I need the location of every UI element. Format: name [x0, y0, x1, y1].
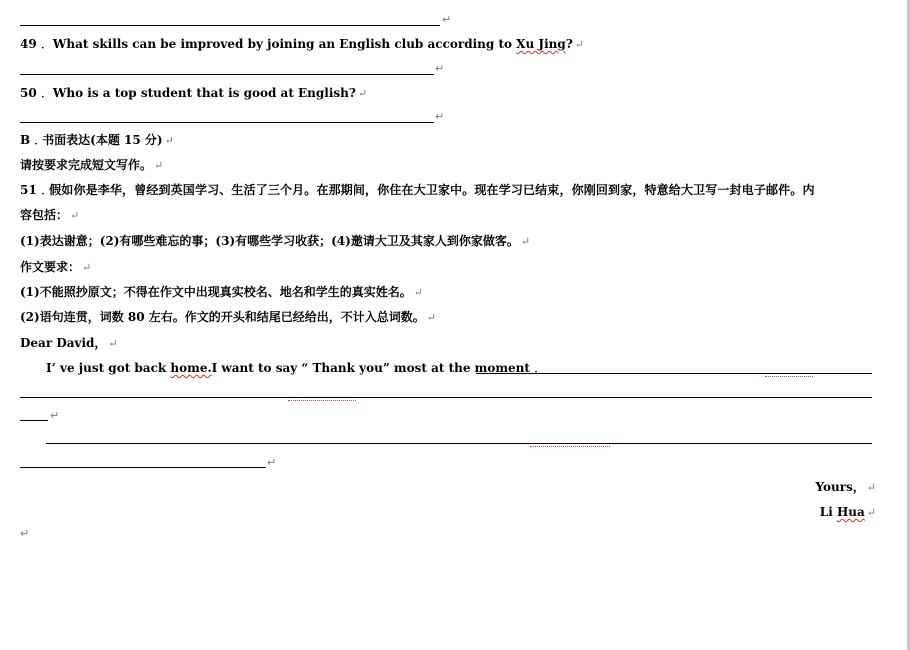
paragraph-mark: ↵ — [267, 456, 277, 469]
paragraph-mark: ↵ — [82, 261, 92, 274]
answer-line-50[interactable] — [20, 122, 434, 123]
paragraph-mark: ↵ — [442, 13, 452, 26]
question-50-text: 50﹒ Who is a top student that is good at English? — [20, 86, 356, 100]
paragraph-mark: ↵ — [154, 159, 164, 172]
paragraph-mark: ↵ — [357, 87, 368, 100]
question-49-end: ? — [565, 37, 573, 51]
question-49-text: 49﹒ What skills can be improved by joining an English club according to — [20, 37, 517, 51]
paragraph-mark: ↵ — [520, 235, 531, 248]
paragraph-mark: ↵ — [108, 337, 118, 350]
letter-closing: Yours， ↵ — [815, 480, 876, 494]
paragraph-mark: ↵ — [435, 110, 445, 123]
paragraph-mark: ↵ — [574, 38, 584, 51]
writing-line[interactable] — [20, 397, 872, 398]
letter-opening: I’ ve just got back home.I want to say “ Thank you” most at the moment﹒ — [46, 361, 542, 375]
requirement-1: (1)不能照抄原文；不得在作文中出现真实校名、地名和学生的真实姓名。 ↵ — [20, 285, 423, 299]
paragraph-mark: ↵ — [164, 134, 174, 147]
paragraph-mark: ↵ — [50, 409, 60, 422]
question-51-line1: 51﹒假如你是李华，曾经到英国学习、生活了三个月。在那期间，你住在大卫家中。现在学习已结束，你刚回到家，特意给大卫写一封电子邮件。内 — [20, 183, 815, 197]
paragraph-mark: ↵ — [70, 209, 80, 222]
paragraph-mark: ↵ — [866, 506, 876, 519]
answer-line[interactable] — [20, 25, 440, 26]
letter-signature: Li Hua ↵ — [819, 505, 876, 519]
spell-mark — [530, 444, 610, 447]
section-b-title: B﹒书面表达(本题 15 分) ↵ — [20, 133, 174, 147]
paragraph-mark: ↵ — [20, 527, 30, 540]
question-51-line2: 容包括： ↵ — [20, 208, 80, 222]
instruction: 请按要求完成短文写作。 ↵ — [20, 158, 164, 172]
paragraph-mark: ↵ — [426, 311, 436, 324]
paragraph-mark: ↵ — [866, 481, 876, 494]
spell-mark — [288, 398, 356, 401]
letter-greeting: Dear David， ↵ — [20, 336, 118, 350]
answer-line-49[interactable] — [20, 74, 434, 75]
requirements-title: 作文要求： ↵ — [20, 260, 92, 274]
signature-surname: Hua — [836, 505, 865, 519]
paragraph-mark: ↵ — [435, 62, 445, 75]
content-points: (1)表达谢意；(2)有哪些难忘的事；(3)有哪些学习收获；(4)邀请大卫及其家人到你家做客。 ↵ — [20, 234, 531, 248]
question-49 — [20, 36, 584, 53]
requirement-2: (2)语句连贯，词数 80 左右。作文的开头和结尾已经给出，不计入总词数。 ↵ — [20, 310, 436, 324]
writing-line[interactable] — [46, 443, 872, 444]
writing-line[interactable] — [20, 467, 266, 468]
opening-home: home. — [170, 361, 212, 375]
question-49-name: Xu Jing — [516, 37, 566, 51]
spell-mark — [765, 374, 813, 377]
paragraph-mark: ↵ — [413, 286, 423, 299]
writing-line[interactable] — [20, 420, 48, 421]
question-50 — [20, 85, 367, 102]
